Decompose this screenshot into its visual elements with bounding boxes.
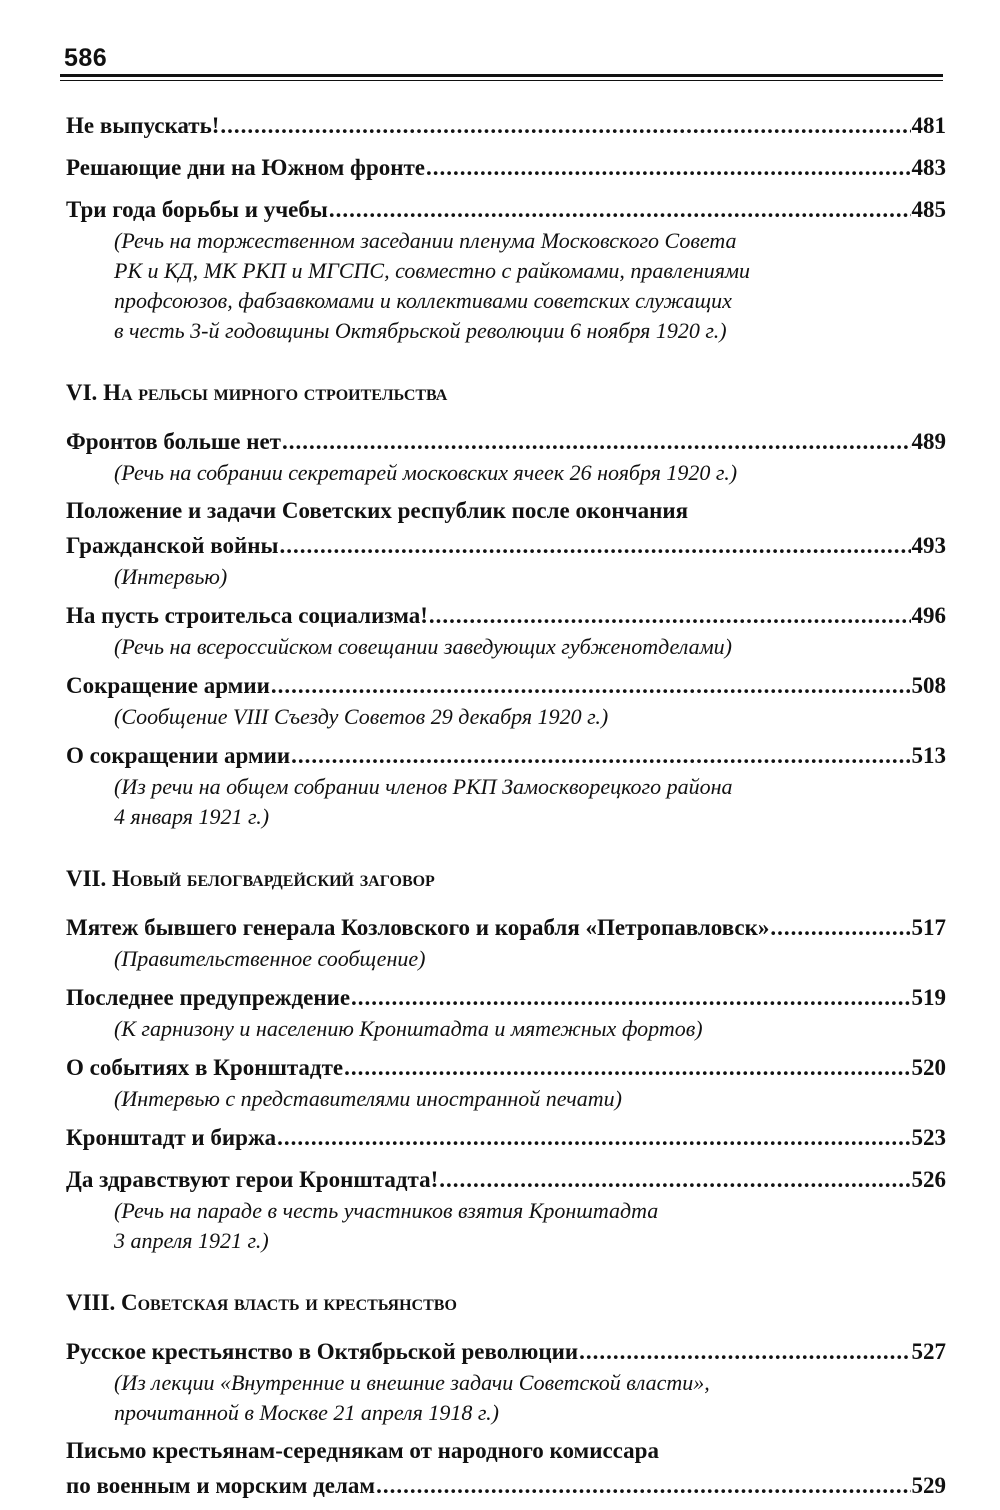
entry-note-line: 4 января 1921 г.) — [114, 804, 270, 829]
entry-page-number: 485 — [911, 197, 946, 222]
toc-entry — [66, 192, 946, 352]
entry-title: Три года борьбы и учебы — [66, 197, 328, 222]
entry-note-line: (Речь на параде в честь участников взятия Кронштадта — [114, 1198, 659, 1223]
dot-leader — [439, 1162, 910, 1198]
entry-note — [66, 562, 946, 592]
entry-title: Мятеж бывшего генерала Козловского и корабля «Петропавловск» — [66, 915, 770, 940]
dot-leader — [220, 108, 910, 144]
entry-note-line: (Речь на всероссийском совещании заведующих губженотделами) — [114, 634, 732, 659]
entry-spacer — [66, 1256, 946, 1262]
entry-page-number: 520 — [911, 1055, 946, 1080]
entry-note-line: (Речь на торжественном заседании пленума Московского Совета — [114, 228, 737, 253]
entry-line — [66, 1334, 946, 1370]
dot-leader — [279, 528, 910, 564]
entry-title-first-line: Положение и задачи Советских республик после окончания — [66, 498, 689, 523]
section-header-6 — [66, 378, 946, 408]
page-number: 586 — [64, 44, 108, 72]
section-numeral: VI. — [66, 380, 98, 405]
entry-note — [66, 226, 946, 346]
entry-title: Последнее предупреждение — [66, 985, 351, 1010]
toc-entry — [66, 108, 946, 150]
section-title: На рельсы мирного строительства — [103, 380, 448, 405]
entry-line — [66, 1468, 946, 1504]
entry-page-number: 489 — [911, 429, 946, 454]
entry-note-line: прочитанной в Москве 21 апреля 1918 г.) — [114, 1400, 499, 1425]
entry-note-line: (Интервью) — [114, 564, 228, 589]
entry-line — [66, 1120, 946, 1156]
entry-note-line: 3 апреля 1921 г.) — [114, 1228, 269, 1253]
toc-entry — [66, 150, 946, 192]
entry-title: Решающие дни на Южном фронте — [66, 155, 426, 180]
entry-page-number: 526 — [911, 1167, 946, 1192]
entry-line — [66, 980, 946, 1016]
entry-page-number: 527 — [911, 1339, 946, 1364]
entry-title: Русское крестьянство в Октябрьской революции — [66, 1339, 579, 1364]
entry-page-number: 517 — [911, 915, 946, 940]
entry-line — [66, 424, 946, 460]
section-title: Новый белогвардейский заговор — [112, 866, 435, 891]
entry-note — [66, 458, 946, 488]
toc-entry — [66, 494, 946, 598]
toc-entry — [66, 910, 946, 980]
dot-leader — [579, 1334, 910, 1370]
entry-line — [66, 108, 946, 144]
dot-leader — [351, 980, 910, 1016]
entry-page-number: 481 — [911, 113, 946, 138]
entry-title: Сокращение армии — [66, 673, 270, 698]
toc-entry — [66, 1434, 946, 1510]
entry-title: На пусть строительса социализма! — [66, 603, 428, 628]
entry-page-number: 496 — [911, 603, 946, 628]
entry-line — [66, 1162, 946, 1198]
entry-note-line: (Интервью с представителями иностранной печати) — [114, 1086, 622, 1111]
section-numeral: VIII. — [66, 1290, 116, 1315]
toc-entry — [66, 738, 946, 838]
entry-spacer — [66, 832, 946, 838]
entry-line — [66, 192, 946, 228]
entry-spacer — [66, 1504, 946, 1510]
entry-note-line: (К гарнизону и населению Кронштадта и мятежных фортов) — [114, 1016, 703, 1041]
entry-note-line: (Из речи на общем собрании членов РКП Замоскворецкого района — [114, 774, 733, 799]
toc-entry — [66, 1120, 946, 1162]
toc-entry — [66, 598, 946, 668]
section-7-entries — [66, 910, 946, 1262]
dot-leader — [770, 910, 910, 946]
entry-note — [66, 632, 946, 662]
entry-title: Да здравствуют герои Кронштадта! — [66, 1167, 439, 1192]
toc-entry — [66, 1334, 946, 1434]
dot-leader — [291, 738, 910, 774]
entry-note-line: профсоюзов, фабзавкомами и коллективами советских служащих — [114, 288, 732, 313]
section-header-8 — [66, 1288, 946, 1318]
header-rule-thin — [60, 80, 943, 81]
entry-note — [66, 1368, 946, 1428]
dot-leader — [282, 424, 911, 460]
entry-note-line: (Речь на собрании секретарей московских ячеек 26 ноября 1920 г.) — [114, 460, 738, 485]
entry-page-number: 519 — [911, 985, 946, 1010]
section-8-entries — [66, 1334, 946, 1510]
entry-note — [66, 702, 946, 732]
section-6-entries — [66, 424, 946, 838]
entry-page-number: 508 — [911, 673, 946, 698]
dot-leader — [277, 1120, 910, 1156]
entry-note-line: (Правительственное сообщение) — [114, 946, 426, 971]
entry-line — [66, 150, 946, 186]
entry-title: О сокращении армии — [66, 743, 291, 768]
entry-line — [66, 1050, 946, 1086]
toc-entry — [66, 1162, 946, 1262]
entry-title: по военным и морским делам — [66, 1473, 376, 1498]
entry-note-line: (Из лекции «Внутренние и внешние задачи Советской власти», — [114, 1370, 710, 1395]
table-of-contents — [66, 108, 946, 1510]
toc-entry — [66, 668, 946, 738]
dot-leader — [329, 192, 911, 228]
entry-note — [66, 772, 946, 832]
toc-entry — [66, 424, 946, 494]
entry-note — [66, 1014, 946, 1044]
entry-line — [66, 738, 946, 774]
dot-leader — [344, 1050, 910, 1086]
entry-note — [66, 944, 946, 974]
entry-title: О событиях в Кронштадте — [66, 1055, 344, 1080]
dot-leader — [376, 1468, 910, 1504]
entry-title: Кронштадт и биржа — [66, 1125, 277, 1150]
entry-line — [66, 668, 946, 704]
section-title: Советская власть и крестьянство — [120, 1290, 457, 1315]
dot-leader — [271, 668, 911, 704]
entry-line — [66, 910, 946, 946]
entry-page-number: 523 — [911, 1125, 946, 1150]
entry-spacer — [66, 346, 946, 352]
entry-title: Фронтов больше нет — [66, 429, 281, 454]
dot-leader — [429, 598, 911, 634]
entry-note-line: в честь 3-й годовщины Октябрьской революции 6 ноября 1920 г.) — [114, 318, 727, 343]
entry-note — [66, 1196, 946, 1256]
entry-line — [66, 528, 946, 564]
entry-note-line: РК и КД, МК РКП и МГСПС, совместно с райкомами, правлениями — [114, 258, 751, 283]
entry-page-number: 513 — [911, 743, 946, 768]
toc-entry — [66, 980, 946, 1050]
header-rule-thick — [60, 74, 943, 77]
entry-page-number: 493 — [911, 533, 946, 558]
entry-title: Не выпускать! — [66, 113, 220, 138]
entry-note — [66, 1084, 946, 1114]
section-header-7 — [66, 864, 946, 894]
entry-note-line: (Сообщение VIII Съезду Советов 29 декабря 1920 г.) — [114, 704, 609, 729]
top-entries — [66, 108, 946, 352]
section-numeral: VII. — [66, 866, 107, 891]
entry-title-first-line: Письмо крестьянам-середнякам от народного комиссара — [66, 1438, 659, 1463]
entry-line — [66, 598, 946, 634]
dot-leader — [426, 150, 910, 186]
entry-title: Гражданской войны — [66, 533, 279, 558]
entry-page-number: 483 — [911, 155, 946, 180]
entry-page-number: 529 — [911, 1473, 946, 1498]
toc-entry — [66, 1050, 946, 1120]
